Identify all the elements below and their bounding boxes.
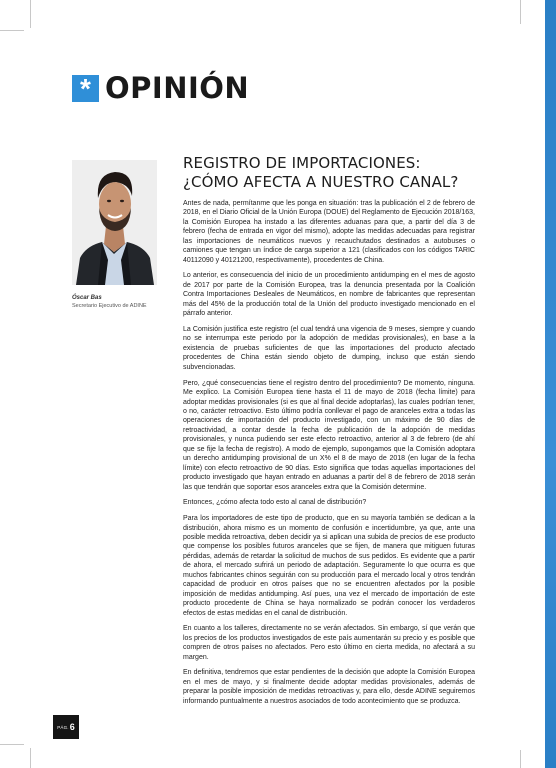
- paragraph: Pero, ¿qué consecuencias tiene el registro dentro del procedimiento? De momento, ninguna. Me explico. La Comisión Europea tiene hasta el 11 de mayo de 2018 (fecha límite) para adoptar medidas provisionales (si es que al final decide adoptarlas), las cuales podrían tener, o no, carácter retroactivo. Esto último podría conllevar el pago de aranceles extra a todas las operaciones de importación del producto investigado, con un máximo de 90 días de retroactividad, a contar desde la fecha de publicación de la adopción de medidas provisionales, y nunca pudiendo ser este efecto retroactivo, anterior al 3 de febrero (de ahí que se fije la fecha de registro). A modo de ejemplo, supongamos que la Comisión adoptara un derecho antidumping provisional de un X% el 8 de mayo de 2018 (en lugar de la fecha límite) con efecto retroactivo de 90 días. Esto significa que todas aquellas importaciones del producto investigado que hayan entrado en aduanas a partir del 8 de febrero de 2018 serán las que tendrán que soportar esos aranceles extra que la Comisión determine.: [183, 379, 475, 491]
- asterisk-icon: *: [72, 75, 99, 102]
- author-role: Secretario Ejecutivo de ADINE: [72, 303, 147, 309]
- paragraph: La Comisión justifica este registro (el cual tendrá una vigencia de 9 meses, siempre y cuando no se interrumpa este periodo por la adopción de medidas provisionales), en base a la existencia de pruebas suficientes de que las importaciones del producto afectado procedentes de China están siendo objeto de dumping, incluso que están siendo subvencionadas.: [183, 326, 475, 371]
- headline-line-1: REGISTRO DE IMPORTACIONES:: [183, 154, 421, 172]
- crop-mark-left-bottom: [0, 744, 24, 745]
- crop-mark-bottom-right: [520, 750, 521, 768]
- page-label: PÁG.: [57, 724, 69, 730]
- page-number-badge: [53, 715, 79, 739]
- page-number: 6: [69, 722, 75, 732]
- headline-line-2: ¿CÓMO AFECTA A NUESTRO CANAL?: [183, 173, 459, 191]
- paragraph: Antes de nada, permítanme que les ponga en situación: tras la publicación el 2 de febrero de 2018, en el Diario Oficial de la Unión Europa (DOUE) del Reglamento de Ejecución 2018/163, la Comisión Europea ha instado a las diferentes aduanas para que, a partir del día 3 de febrero (fecha de entrada en vigor del mismo), adopte las medidas adecuadas para registrar las importaciones de neumáticos nuevos y recauchutados destinados a autobuses o camiones que tengan un índice de carga superior a 121 (clasificados con los códigos TARIC 40112090 y 40121200, respectivamente), procedentes de China.: [183, 200, 475, 264]
- paragraph: Lo anterior, es consecuencia del inicio de un procedimiento antidumping en el mes de agosto de 2017 por parte de la Comisión Europea, tras la denuncia presentada por la Coalición Contra Importaciones Desleales de Neumáticos, en nombre de fabricantes que representan más del 45% de la producción total de la Unión del producto investigado mencionado en el párrafo anterior.: [183, 272, 475, 318]
- crop-mark-top-right: [520, 0, 521, 24]
- paragraph: Entonces, ¿cómo afecta todo esto al canal de distribución?: [183, 499, 367, 507]
- section-title: OPINIÓN: [105, 71, 250, 105]
- page-edge-stripe: [545, 0, 556, 768]
- crop-mark-bottom-left: [30, 748, 31, 768]
- paragraph: En cuanto a los talleres, directamente no se verán afectados. Sin embargo, sí que verán que los precios de los productos investigados de este país aumentarán su precio y es posible que compren de otros países no afectados. Pero esto último en cierta medida, no afectará a su margen.: [183, 625, 475, 661]
- section-header: [72, 71, 249, 105]
- paragraph: En definitiva, tendremos que estar pendientes de la decisión que adopte la Comisión Europea en el mes de mayo, y si finalmente decide adoptar medidas provisionales, además de preparar la posible imposición de medidas retroactivas y, para ello, desde ADINE seguiremos informando puntualmente a nuestros asociados de todo acontecimiento que se produzca.: [183, 669, 475, 705]
- author-photo: [72, 160, 157, 285]
- author-name: Óscar Bas: [72, 295, 102, 301]
- paragraph: Para los importadores de este tipo de producto, que en su mayoría también se dedican a la distribución, ahora mismo es un momento de confusión e incertidumbre, ya que, ante una posible medida retroactiva, deben decidir ya si aplican una subida de precios de ese producto que compense los posibles futuros aranceles que se fijen, de manera que mitiguen futuras pérdidas, además de retardar la solicitud de muchos de sus pedidos. Es evidente que a partir de ahora, el mercado sufrirá un periodo de adaptación. Seguramente lo que ocurra es que muchos fabricantes chinos seguirán con su producción para el mercado local y otros tendrán capacidad de producir en otros países que no se encuentren afectados por la posible imposición de medidas antidumping. Así pues, una vez el mercado de importación de este producto procedente de China se haya normalizado se podrán conocer los verdaderos efectos de estas medidas en el canal de distribución.: [183, 515, 475, 617]
- crop-mark-left-top: [0, 30, 24, 31]
- crop-mark-top-left: [30, 0, 31, 28]
- article-body: [183, 199, 475, 713]
- article-headline: [183, 154, 473, 192]
- author-portrait-illustration: [72, 160, 157, 285]
